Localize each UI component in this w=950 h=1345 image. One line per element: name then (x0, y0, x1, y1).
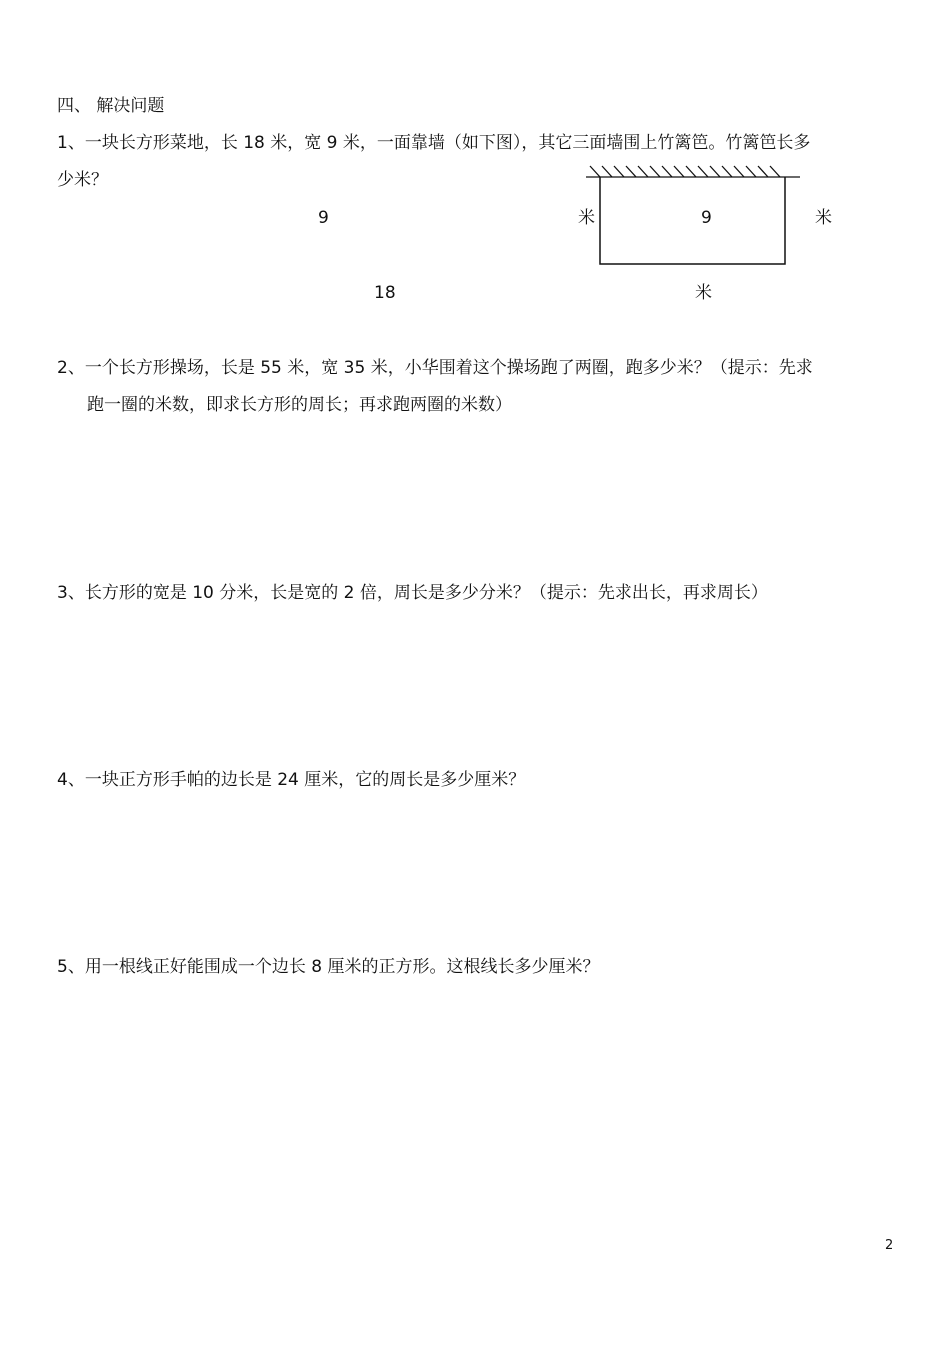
width-label-inside: 9 (701, 208, 712, 228)
rectangle-wall-figure (580, 160, 805, 270)
question-1-line-1: 1、一块长方形菜地，长 18 米，宽 9 米，一面靠墙（如下图），其它三面墙围上竹篱笆。竹篱笆长多 (57, 133, 811, 153)
length-label-number: 18 (374, 283, 396, 303)
fence-sides (600, 177, 785, 264)
question-3: 3、长方形的宽是 10 分米，长是宽的 2 倍，周长是多少分米？（提示：先求出长，再求周长） (57, 583, 768, 603)
question-1-line-2: 少米？ (57, 170, 108, 190)
length-label-unit: 米 (695, 283, 712, 303)
question-2-line-1: 2、一个长方形操场，长是 55 米，宽 35 米，小华围着这个操场跑了两圈，跑多少米？（提示：先求 (57, 358, 813, 378)
question-4: 4、一块正方形手帕的边长是 24 厘米，它的周长是多少厘米？ (57, 770, 526, 790)
section-title: 四、 解决问题 (57, 96, 165, 116)
wall-hatching (590, 166, 780, 177)
page-number: 2 (885, 1238, 894, 1253)
width-label-number: 9 (318, 208, 329, 228)
question-2-line-2: 跑一圈的米数，即求长方形的周长；再求跑两圈的米数） (87, 395, 512, 415)
width-label-unit-left: 米 (578, 208, 595, 228)
width-label-unit-right: 米 (815, 208, 832, 228)
question-5: 5、用一根线正好能围成一个边长 8 厘米的正方形。这根线长多少厘米？ (57, 957, 600, 977)
